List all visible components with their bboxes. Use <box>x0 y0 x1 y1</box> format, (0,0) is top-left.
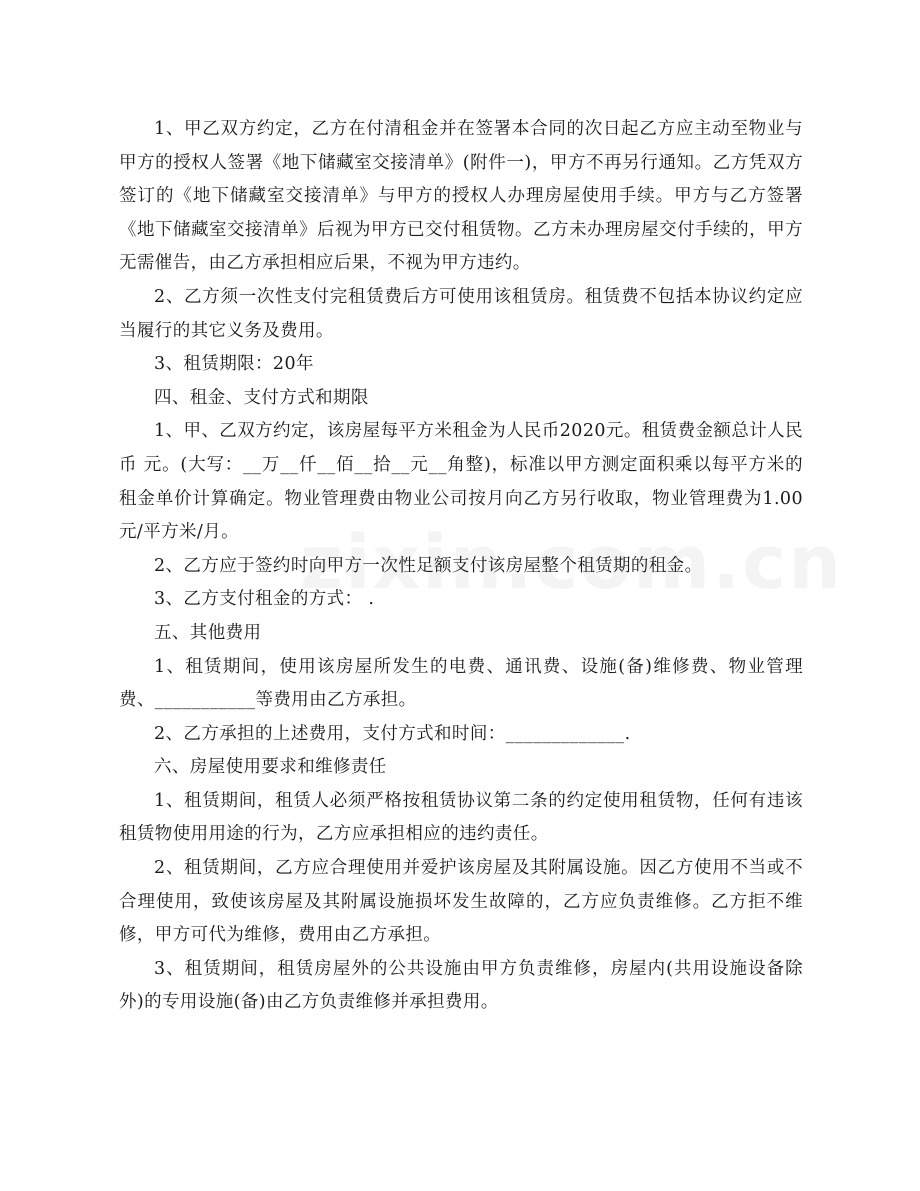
paragraph: 3、乙方支付租金的方式： . <box>154 589 375 610</box>
paragraph: 2、乙方须一次性支付完租赁费后方可使用该租赁房。租赁费不包括本协议约定应当履行的其它义务及费用。 <box>119 286 803 341</box>
paragraph: 1、甲乙双方约定，乙方在付清租金并在签署本合同的次日起乙方应主动至物业与甲方的授权人签署《地下储藏室交接清单》(附件一)，甲方不再另行通知。乙方凭双方签订的《地下储藏室交接清单》与甲方的授权人办理房屋使用手续。甲方与乙方签署《地下储藏室交接清单》后视为甲方已交付租赁物。乙方未办理房屋交付手续的，甲方无需催告，由乙方承担相应后果，不视为甲方违约。 <box>119 119 803 274</box>
paragraph: 3、租赁期限：20年 <box>154 354 314 375</box>
section-heading: 六、房屋使用要求和维修责任 <box>154 757 387 778</box>
paragraph: 2、乙方应于签约时向甲方一次性足额支付该房屋整个租赁期的租金。 <box>154 555 703 576</box>
paragraph: 1、租赁期间，使用该房屋所发生的电费、通讯费、设施(备)维修费、物业管理费、___________等费用由乙方承担。 <box>119 656 803 711</box>
paragraph: 3、租赁期间，租赁房屋外的公共设施由甲方负责维修，房屋内(共用设施设备除外)的专用设施(备)由乙方负责维修并承担费用。 <box>119 958 803 1013</box>
section-heading: 四、租金、支付方式和期限 <box>154 387 369 408</box>
paragraph: 2、乙方承担的上述费用，支付方式和时间：_____________. <box>154 723 631 744</box>
paragraph: 1、甲、乙双方约定，该房屋每平方米租金为人民币2020元。租赁费金额总计人民币 元。(大写：__万__仟__佰__拾__元__角整)，标准以甲方测定面积乘以每平方米的租金单价计算确定。物业管理费由物业公司按月向乙方另行收取，物业管理费为1.00元/平方米/月。 <box>119 421 803 543</box>
section-heading: 五、其他费用 <box>154 622 262 643</box>
paragraph: 1、租赁期间，租赁人必须严格按租赁协议第二条的约定使用租赁物，任何有违该租赁物使用用途的行为，乙方应承担相应的违约责任。 <box>119 790 803 845</box>
document-body <box>119 113 803 1020</box>
paragraph: 2、租赁期间，乙方应合理使用并爱护该房屋及其附属设施。因乙方使用不当或不合理使用，致使该房屋及其附属设施损坏发生故障的，乙方应负责维修。乙方拒不维修，甲方可代为维修，费用由乙方承担。 <box>119 858 803 946</box>
